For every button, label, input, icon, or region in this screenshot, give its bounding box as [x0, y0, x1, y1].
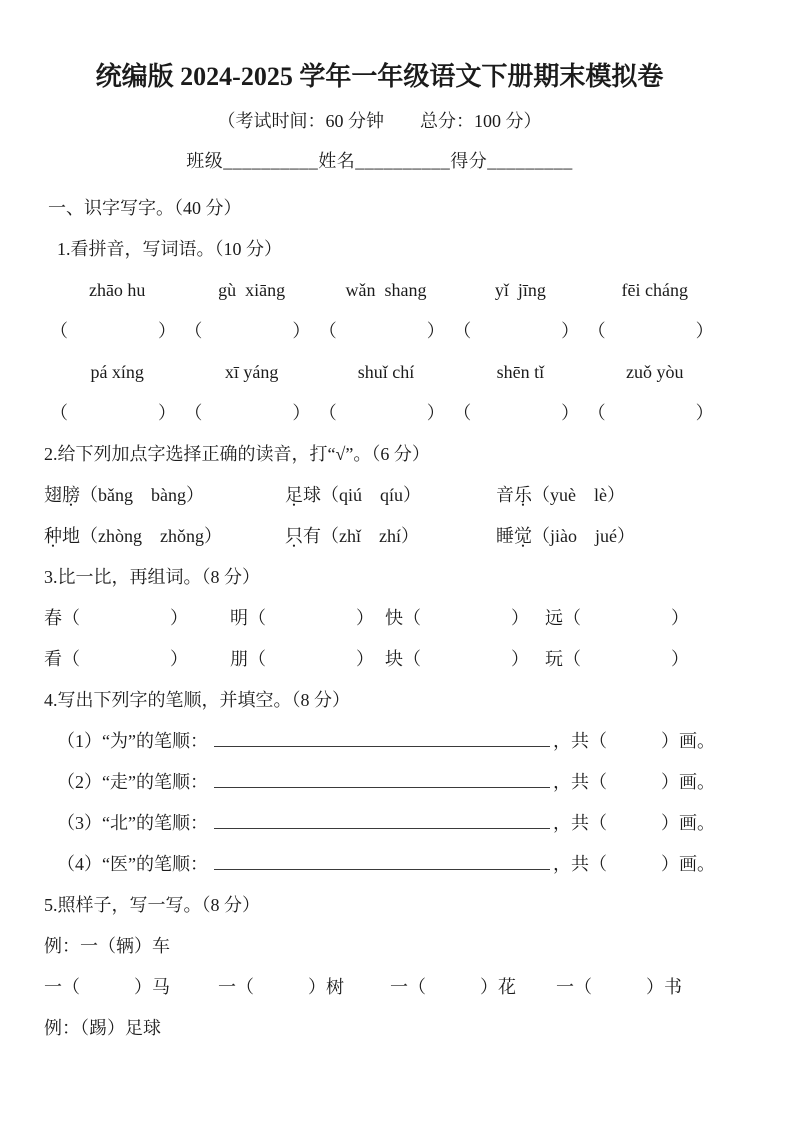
- q5-row: [44, 974, 715, 1000]
- dotted-character: 膀: [62, 485, 80, 505]
- pinyin-word: pá xíng: [90, 362, 144, 382]
- answer-blank: （ ）: [318, 321, 445, 341]
- answer-blank: （ ）: [453, 403, 580, 423]
- word-part: 翅: [44, 485, 62, 505]
- pronunciation-item: [285, 523, 496, 549]
- q2-row-2: [44, 523, 715, 549]
- pinyin-word: gù xiāng: [218, 280, 286, 300]
- character: 朋: [230, 649, 248, 669]
- measure-blank: （ ）: [574, 977, 664, 997]
- numeral: 一: [44, 977, 62, 997]
- measure-word-item: [390, 974, 556, 1000]
- answer-line: [214, 851, 550, 870]
- stroke-order-label: （1）“为”的笔顺：: [57, 731, 208, 751]
- compare-item: [385, 646, 545, 672]
- numeral: 一: [556, 977, 574, 997]
- noun: 花: [498, 977, 516, 997]
- pinyin-options: （yuè lè）: [532, 485, 625, 505]
- measure-blank: （ ）: [62, 977, 152, 997]
- answer-blank: （ ）: [50, 403, 176, 423]
- stroke-order-label: （4）“医”的笔顺：: [57, 854, 208, 874]
- pronunciation-item: [44, 523, 285, 549]
- answer-line: [214, 728, 550, 747]
- pronunciation-item: [44, 482, 285, 508]
- q1-answer-row-1: [50, 318, 722, 344]
- q1-pinyin-row-2: [50, 359, 722, 385]
- q1-pinyin-row-1: [50, 277, 722, 303]
- measure-word-item: [218, 974, 390, 1000]
- pinyin-options: 地（zhòng zhǒng）: [62, 526, 222, 546]
- noun: 马: [152, 977, 170, 997]
- character: 看: [44, 649, 62, 669]
- q5-title: 5.照样子，写一写。（8 分）: [44, 895, 260, 915]
- q1-title: 1.看拼音，写词语。（10 分）: [57, 239, 282, 259]
- pinyin-word: xī yáng: [224, 362, 279, 382]
- character: 春: [44, 608, 62, 628]
- stroke-order-label: （2）“走”的笔顺：: [57, 772, 208, 792]
- word-blank: （ ）: [403, 608, 529, 628]
- dotted-character: 乐: [514, 485, 532, 505]
- q3-row-1: [44, 605, 715, 631]
- q3-row-2: [44, 646, 715, 672]
- noun: 树: [326, 977, 344, 997]
- q2-row-1: [44, 482, 715, 508]
- pinyin-word: wǎn shang: [345, 280, 427, 300]
- stroke-count-suffix: ，共（ ）画。: [553, 813, 715, 833]
- q4-item-2: [57, 769, 715, 795]
- word-blank: （ ）: [563, 649, 689, 669]
- answer-blank: （ ）: [184, 403, 311, 423]
- character: 玩: [545, 649, 563, 669]
- compare-item: [545, 605, 715, 631]
- character: 明: [230, 608, 248, 628]
- answer-line: [214, 769, 550, 788]
- pronunciation-item: [496, 523, 715, 549]
- compare-item: [545, 646, 715, 672]
- word-blank: （ ）: [403, 649, 529, 669]
- stroke-count-suffix: ，共（ ）画。: [553, 772, 715, 792]
- pinyin-word: shuǐ chí: [357, 362, 415, 382]
- answer-blank: （ ）: [184, 321, 311, 341]
- character: 远: [545, 608, 563, 628]
- measure-blank: （ ）: [236, 977, 326, 997]
- pronunciation-item: [496, 482, 715, 508]
- pinyin-options: 球（qiú qíu）: [303, 485, 422, 505]
- word-blank: （ ）: [563, 608, 689, 628]
- q4-item-4: [57, 851, 715, 877]
- pinyin-word: zuǒ yòu: [626, 362, 684, 382]
- pinyin-word: yǐ jīng: [494, 280, 546, 300]
- dotted-character: 只: [285, 526, 303, 546]
- compare-item: [44, 646, 230, 672]
- q5-example-2: 例：（踢）足球: [44, 1018, 161, 1038]
- answer-line: [214, 810, 550, 829]
- stroke-count-suffix: ，共（ ）画。: [553, 731, 715, 751]
- character: 块: [385, 649, 403, 669]
- pinyin-options: （bǎng bàng）: [80, 485, 204, 505]
- word-part: 睡: [496, 526, 514, 546]
- pinyin-word: fēi cháng: [621, 280, 689, 300]
- student-info-line: 班级__________姓名__________得分_________: [186, 151, 573, 171]
- word-blank: （ ）: [248, 649, 374, 669]
- q2-title: 2.给下列加点字选择正确的读音，打“√”。（6 分）: [44, 444, 430, 464]
- answer-blank: （ ）: [587, 403, 714, 423]
- answer-blank: （ ）: [50, 321, 176, 341]
- q1-answer-row-2: [50, 400, 722, 426]
- page-title: 统编版 2024-2025 学年一年级语文下册期末模拟卷: [95, 62, 664, 91]
- q5-example-1: 例：一（辆）车: [44, 936, 170, 956]
- section-one-heading: 一、识字写字。（40 分）: [48, 198, 242, 218]
- noun: 书: [664, 977, 682, 997]
- answer-blank: （ ）: [318, 403, 445, 423]
- stroke-count-suffix: ，共（ ）画。: [553, 854, 715, 874]
- pinyin-word: zhāo hu: [88, 280, 146, 300]
- answer-blank: （ ）: [453, 321, 580, 341]
- dotted-character: 足: [285, 485, 303, 505]
- answer-blank: （ ）: [587, 321, 714, 341]
- measure-word-item: [44, 974, 218, 1000]
- pronunciation-item: [285, 482, 496, 508]
- word-part: 音: [496, 485, 514, 505]
- compare-item: [230, 605, 385, 631]
- measure-blank: （ ）: [408, 977, 498, 997]
- q4-item-1: [57, 728, 715, 754]
- measure-word-item: [556, 974, 715, 1000]
- pinyin-options: 有（zhǐ zhí）: [303, 526, 419, 546]
- pinyin-word: shēn tǐ: [496, 362, 545, 382]
- exam-info-line: （考试时间：60 分钟 总分：100 分）: [217, 111, 542, 131]
- dotted-character: 种: [44, 526, 62, 546]
- numeral: 一: [390, 977, 408, 997]
- numeral: 一: [218, 977, 236, 997]
- word-blank: （ ）: [248, 608, 374, 628]
- compare-item: [230, 646, 385, 672]
- character: 快: [385, 608, 403, 628]
- q4-item-3: [57, 810, 715, 836]
- word-blank: （ ）: [62, 649, 188, 669]
- pinyin-options: （jiào jué）: [532, 526, 635, 546]
- q4-title: 4.写出下列字的笔顺，并填空。（8 分）: [44, 690, 350, 710]
- stroke-order-label: （3）“北”的笔顺：: [57, 813, 208, 833]
- compare-item: [44, 605, 230, 631]
- word-blank: （ ）: [62, 608, 188, 628]
- q3-title: 3.比一比，再组词。（8 分）: [44, 567, 260, 587]
- dotted-character: 觉: [514, 526, 532, 546]
- compare-item: [385, 605, 545, 631]
